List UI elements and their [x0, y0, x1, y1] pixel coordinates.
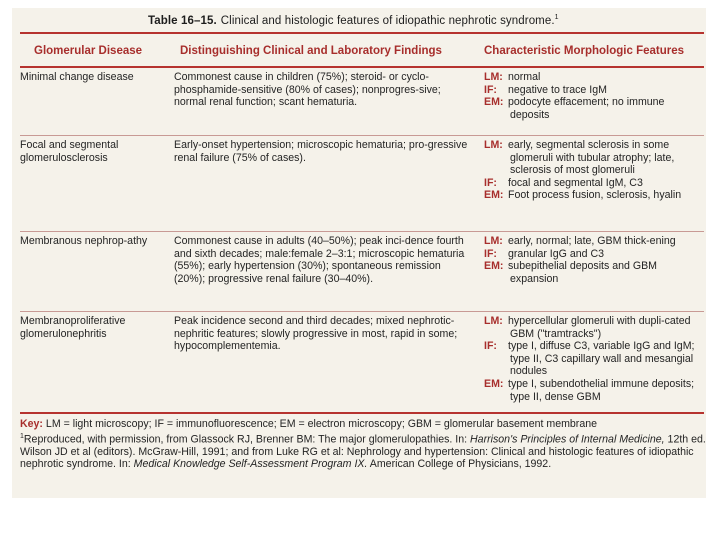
- row-4-disease: Membranoproliferative glomerulonephritis: [20, 315, 126, 340]
- morph-abbr-if: IF:: [484, 247, 497, 260]
- morph-abbr-lm: LM:: [484, 235, 503, 247]
- morph-text: normal: [508, 71, 541, 83]
- morph-text: granular IgG and C3: [508, 247, 604, 260]
- key-text: LM = light microscopy; IF = immunofluorescence; EM = electron microscopy; GBM = glomerular basement membrane: [45, 418, 598, 430]
- morph-abbr-lm: LM:: [484, 315, 503, 327]
- morph-line: [484, 315, 704, 340]
- morph-text: type I, subendothelial immune deposits; type II, dense GBM: [508, 377, 695, 403]
- table-footnotes: [20, 418, 710, 471]
- column-header-disease: Glomerular Disease: [34, 45, 143, 57]
- reference-text-3: American College of Physicians, 1992.: [369, 458, 552, 471]
- morph-abbr-em: EM:: [484, 96, 504, 109]
- reference-source-2: Medical Knowledge Self-Assessment Program IX.: [133, 458, 368, 471]
- morph-abbr-em: EM:: [484, 189, 504, 202]
- row-1-morphology: [484, 71, 704, 121]
- morph-line: [484, 71, 704, 84]
- morph-line: [484, 340, 704, 378]
- row-3-morphology: [484, 235, 704, 285]
- column-header-findings: Distinguishing Clinical and Laboratory Findings: [180, 45, 442, 57]
- morph-abbr-em: EM:: [484, 260, 504, 273]
- morph-line: [484, 260, 704, 285]
- row-3-findings: Commonest cause in adults (40–50%); peak inci-dence fourth and sixth decades; male:female 2–3:1; microscopic hematuria (55%); early hypertension (30%); spontaneous remission (20%); progressive renal failure (30–40%).: [174, 235, 465, 285]
- morph-text: negative to trace IgM: [508, 83, 607, 96]
- morph-abbr-em: EM:: [484, 377, 504, 390]
- morph-line: [484, 139, 704, 177]
- row-2-findings: Early-onset hypertension; microscopic hematuria; pro-gressive renal failure (75% of cases).: [174, 139, 468, 164]
- row-divider: [20, 311, 704, 312]
- morph-line: [484, 96, 704, 121]
- morph-line: [484, 84, 704, 97]
- reference-mark: 1: [20, 432, 24, 440]
- morph-abbr-lm: LM:: [484, 71, 503, 83]
- title-footnote-mark: 1: [554, 14, 559, 21]
- morph-abbr-if: IF:: [484, 176, 497, 189]
- row-3-disease: Membranous nephrop-athy: [20, 235, 148, 247]
- row-divider: [20, 231, 704, 232]
- table-top-rule: [20, 32, 704, 34]
- morph-line: [484, 248, 704, 261]
- row-2-disease: Focal and segmental glomerulosclerosis: [20, 139, 119, 164]
- row-4-findings: Peak incidence second and third decades; mixed nephrotic-nephritic features; slowly progressive in most, rapid in some; hypocomplementemia.: [174, 315, 458, 353]
- morph-line: [484, 189, 704, 202]
- row-1-findings: Commonest cause in children (75%); steroid- or cyclo-phosphamide-sensitive (80% of cases); nonprogres-sive; normal renal function; scant hematuria.: [174, 71, 441, 109]
- header-rule: [20, 66, 704, 68]
- scanned-table-page: [12, 8, 706, 498]
- morph-text: subepithelial deposits and GBM expansion: [508, 260, 657, 285]
- reference-footnote: [20, 431, 710, 471]
- row-2-morphology: [484, 139, 704, 202]
- table-number: Table 16–15.: [148, 14, 217, 27]
- column-header-morphology: Characteristic Morphologic Features: [484, 45, 685, 57]
- morph-text: type I, diffuse C3, variable IgG and IgM; type II, C3 capillary wall and mesangial nodules: [508, 340, 695, 378]
- morph-abbr-lm: LM:: [484, 139, 503, 151]
- reference-text-2: 12th ed. Wilson JD et al (editors). McGraw-Hill, 1991; and from Luke RG et al: Nephrology and hypertension: Clinical and histologic features of idiopathic nephrotic syndrome. In:: [20, 433, 706, 471]
- row-4-morphology: [484, 315, 704, 403]
- morph-line: [484, 235, 704, 248]
- morph-abbr-if: IF:: [484, 83, 497, 96]
- morph-abbr-if: IF:: [484, 340, 497, 353]
- morph-text: focal and segmental IgM, C3: [508, 176, 643, 189]
- reference-source-1: Harrison's Principles of Internal Medicine,: [470, 433, 665, 446]
- reference-text-1: Reproduced, with permission, from Glassock RJ, Brenner BM: The major glomerulopathies. In:: [23, 433, 468, 446]
- morph-text: hypercellular glomeruli with dupli-cated GBM ("tramtracks"): [508, 315, 691, 340]
- morph-text: early, segmental sclerosis in some glomeruli with tubular atrophy; late, sclerosis of most glomeruli: [508, 139, 675, 177]
- key-footnote: [20, 418, 710, 431]
- morph-text: Foot process fusion, sclerosis, hyalin: [508, 189, 682, 202]
- table-bottom-rule: [20, 412, 704, 414]
- row-divider: [20, 135, 704, 136]
- morph-text: early, normal; late, GBM thick-ening: [508, 235, 676, 247]
- table-title: [148, 14, 559, 27]
- row-1-disease: Minimal change disease: [20, 71, 134, 83]
- key-label: Key:: [20, 418, 43, 430]
- morph-text: podocyte effacement; no immune deposits: [508, 96, 665, 121]
- table-caption: Clinical and histologic features of idiopathic nephrotic syndrome.: [220, 14, 555, 27]
- morph-line: [484, 177, 704, 190]
- morph-line: [484, 378, 704, 403]
